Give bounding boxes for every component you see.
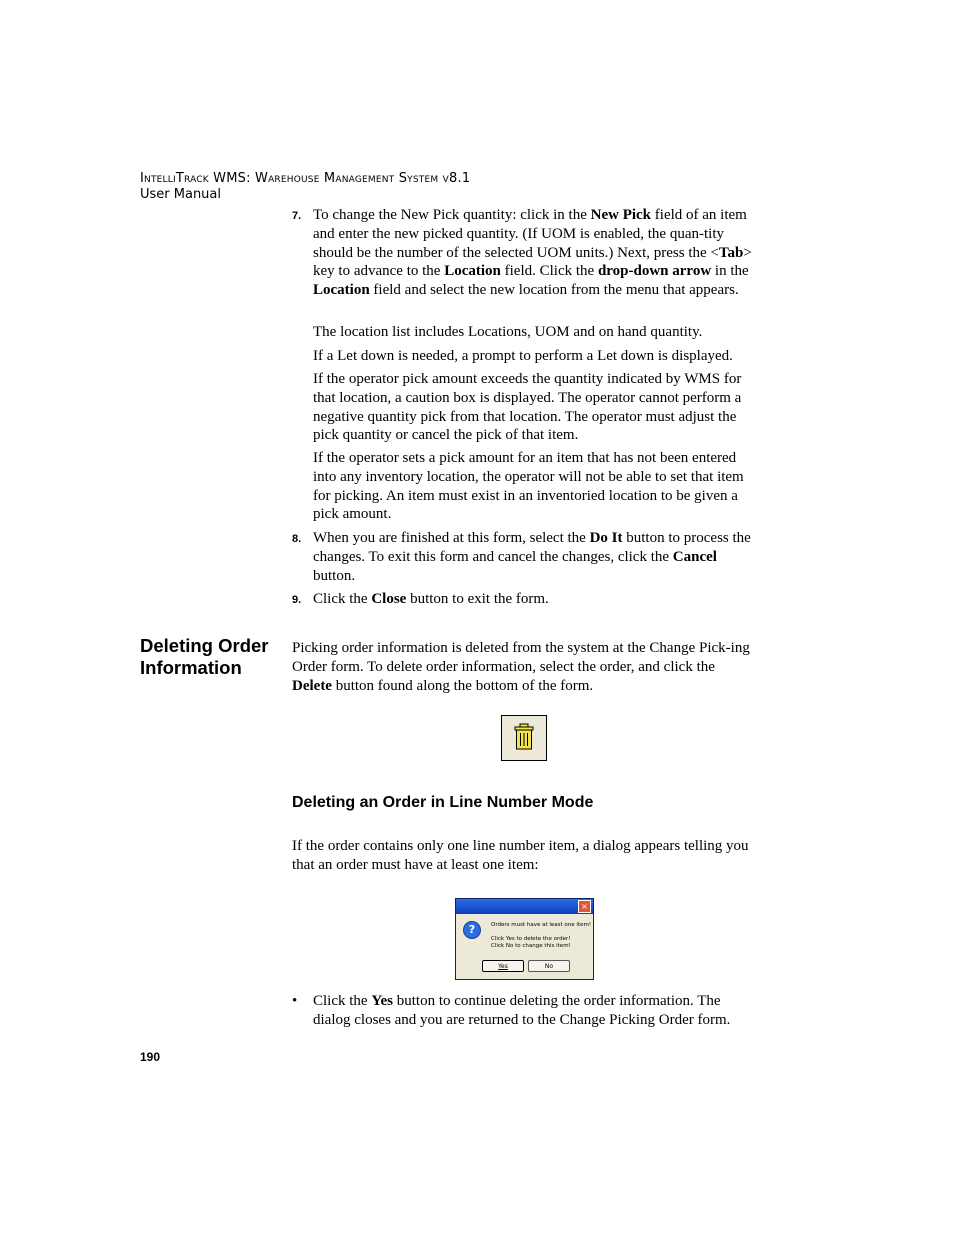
step-7 (292, 206, 755, 300)
bullet-text: Click the Yes button to continue deleting the order information. The dialog closes and you are returned to the Change Picking Order form. (313, 993, 731, 1028)
trash-icon (502, 716, 546, 760)
step-text: Click the Close button to exit the form. (313, 591, 549, 607)
running-header-subtitle: User Manual (140, 187, 222, 202)
delete-button-image (501, 715, 547, 761)
bullet-item (292, 992, 755, 1030)
dialog-title-bar (456, 899, 593, 914)
note-inventory: If the operator sets a pick amount for an item that has not been entered into any inventory location, the operator will not be able to set that item for picking. An item must exist in an inventoried location to be given a pick amount. (313, 450, 744, 523)
bullet-glyph: • (292, 993, 298, 1009)
confirm-dialog-screenshot (455, 898, 594, 980)
step-text: When you are finished at this form, select the Do It button to process the changes. To exit this form and cancel the changes, click the Cancel button. (313, 530, 751, 584)
question-icon: ? (463, 921, 481, 939)
step-number: 9. (292, 594, 302, 606)
subsection-paragraph: If the order contains only one line number item, a dialog appears telling you that an order must have at least one item: (292, 838, 749, 873)
note-caution: If the operator pick amount exceeds the quantity indicated by WMS for that location, a caution box is displayed. The operator cannot perform a negative quantity pick from that location. The operator must adjust the pick quantity or cancel the pick of that item. (313, 371, 742, 444)
running-header-title: IntelliTrack WMS: Warehouse Management System v8.1 (140, 171, 471, 186)
step-number: 7. (292, 210, 302, 222)
step-text: To change the New Pick quantity: click in the New Pick field of an item and enter the new picked quantity. (If UOM is enabled, the quan-tity should be the number of the selected UOM units.) Next, press the <Tab> key to advance to the Location field. Click the drop-down arrow in the Location field and select the new location from the menu that appears. (313, 207, 752, 299)
step-number: 8. (292, 533, 302, 545)
dialog-line-3: Click No to change this item! (491, 943, 571, 949)
dialog-message: Orders must have at least one item! (491, 922, 592, 928)
section-heading: Deleting Order Information (140, 635, 269, 678)
note-let-down: If a Let down is needed, a prompt to perform a Let down is displayed. (313, 348, 733, 364)
yes-button: Yes (482, 960, 524, 972)
section-paragraph: Picking order information is deleted from the system at the Change Pick-ing Order form. To delete order information, select the order, and click the Delete button found along the bottom of the form. (292, 640, 750, 694)
page-number: 190 (140, 1050, 161, 1064)
no-button: No (528, 960, 570, 972)
step-9 (292, 590, 755, 609)
close-icon: × (578, 900, 591, 913)
subsection-heading: Deleting an Order in Line Number Mode (292, 794, 594, 811)
dialog-line-2: Click Yes to delete the order! (491, 936, 571, 942)
step-8 (292, 529, 755, 585)
note-location-list: The location list includes Locations, UOM and on hand quantity. (313, 324, 703, 340)
